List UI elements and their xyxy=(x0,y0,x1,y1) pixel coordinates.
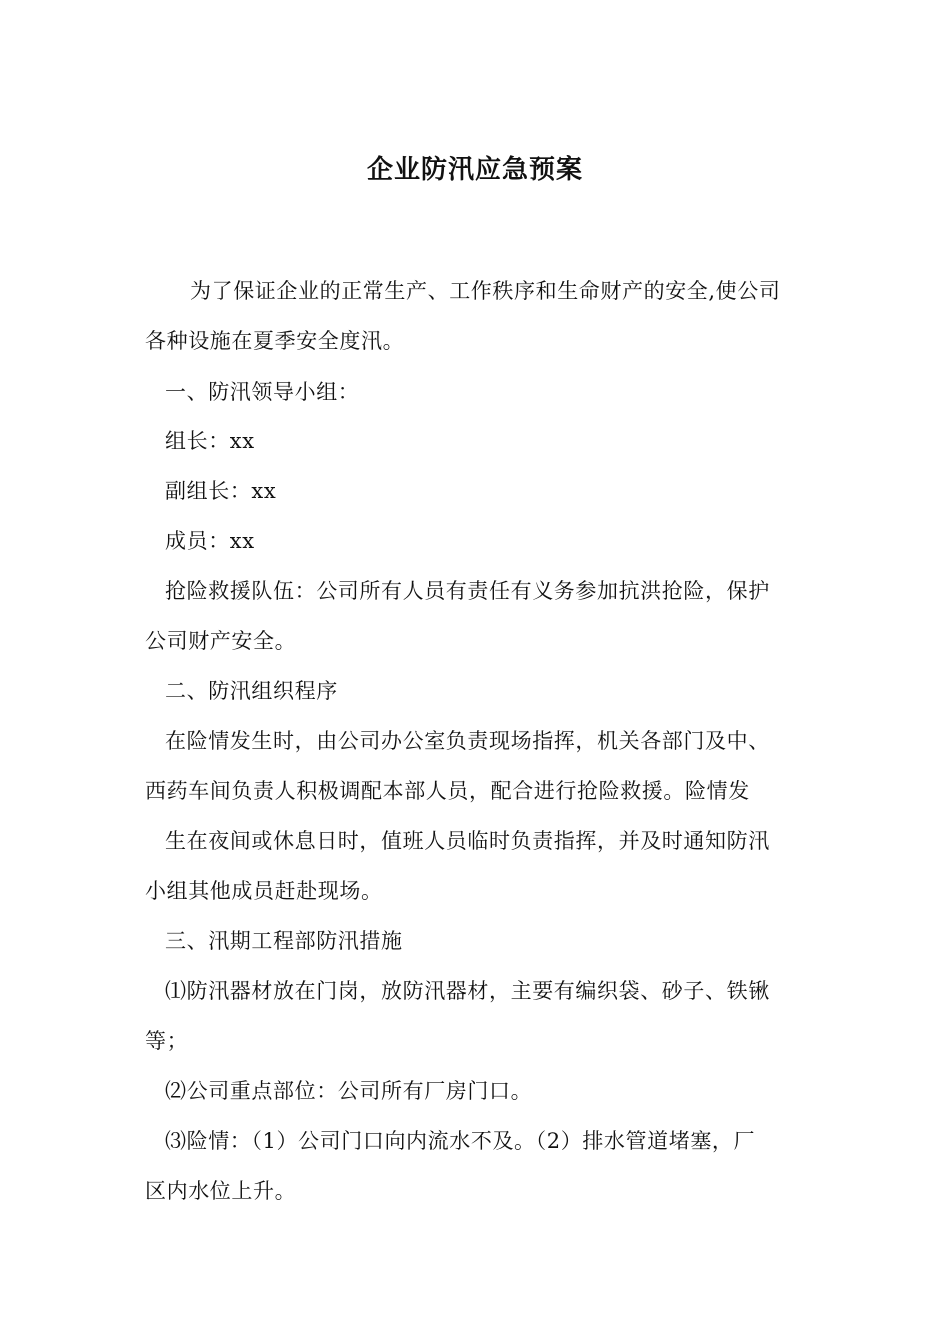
rescue-team-line-2: 公司财产安全。 xyxy=(145,629,297,653)
section-heading-2: 二、防汛组织程序 xyxy=(165,679,338,703)
leader-line: 组长：xx xyxy=(165,429,255,453)
intro-paragraph-line-1: 为了保证企业的正常生产、工作秩序和生命财产的安全,使公司 xyxy=(190,279,781,303)
measure-2-line: ⑵公司重点部位：公司所有厂房门口。 xyxy=(165,1079,533,1103)
members-line: 成员：xx xyxy=(165,529,255,553)
rescue-team-line-1: 抢险救援队伍：公司所有人员有责任有义务参加抗洪抢险，保护 xyxy=(165,579,770,603)
document-title: 企业防汛应急预案 xyxy=(366,155,583,185)
procedure-line-1: 在险情发生时，由公司办公室负责现场指挥，机关各部门及中、 xyxy=(165,729,770,753)
measure-3-line-2: 区内水位上升。 xyxy=(145,1179,297,1203)
measure-1-line-2: 等； xyxy=(145,1029,189,1053)
procedure-line-4: 小组其他成员赶赴现场。 xyxy=(145,879,383,903)
section-heading-3: 三、汛期工程部防汛措施 xyxy=(165,929,403,953)
measure-1-line-1: ⑴防汛器材放在门岗，放防汛器材，主要有编织袋、砂子、铁锹 xyxy=(165,979,770,1003)
section-heading-1: 一、防汛领导小组： xyxy=(165,380,360,404)
intro-paragraph-line-2: 各种设施在夏季安全度汛。 xyxy=(145,329,405,353)
deputy-leader-line: 副组长：xx xyxy=(165,479,277,503)
measure-3-line-1: ⑶险情：（1）公司门口向内流水不及。（2）排水管道堵塞，厂 xyxy=(165,1129,756,1153)
procedure-line-2: 西药车间负责人积极调配本部人员，配合进行抢险救援。险情发 xyxy=(145,779,750,803)
procedure-line-3: 生在夜间或休息日时，值班人员临时负责指挥，并及时通知防汛 xyxy=(165,829,770,853)
